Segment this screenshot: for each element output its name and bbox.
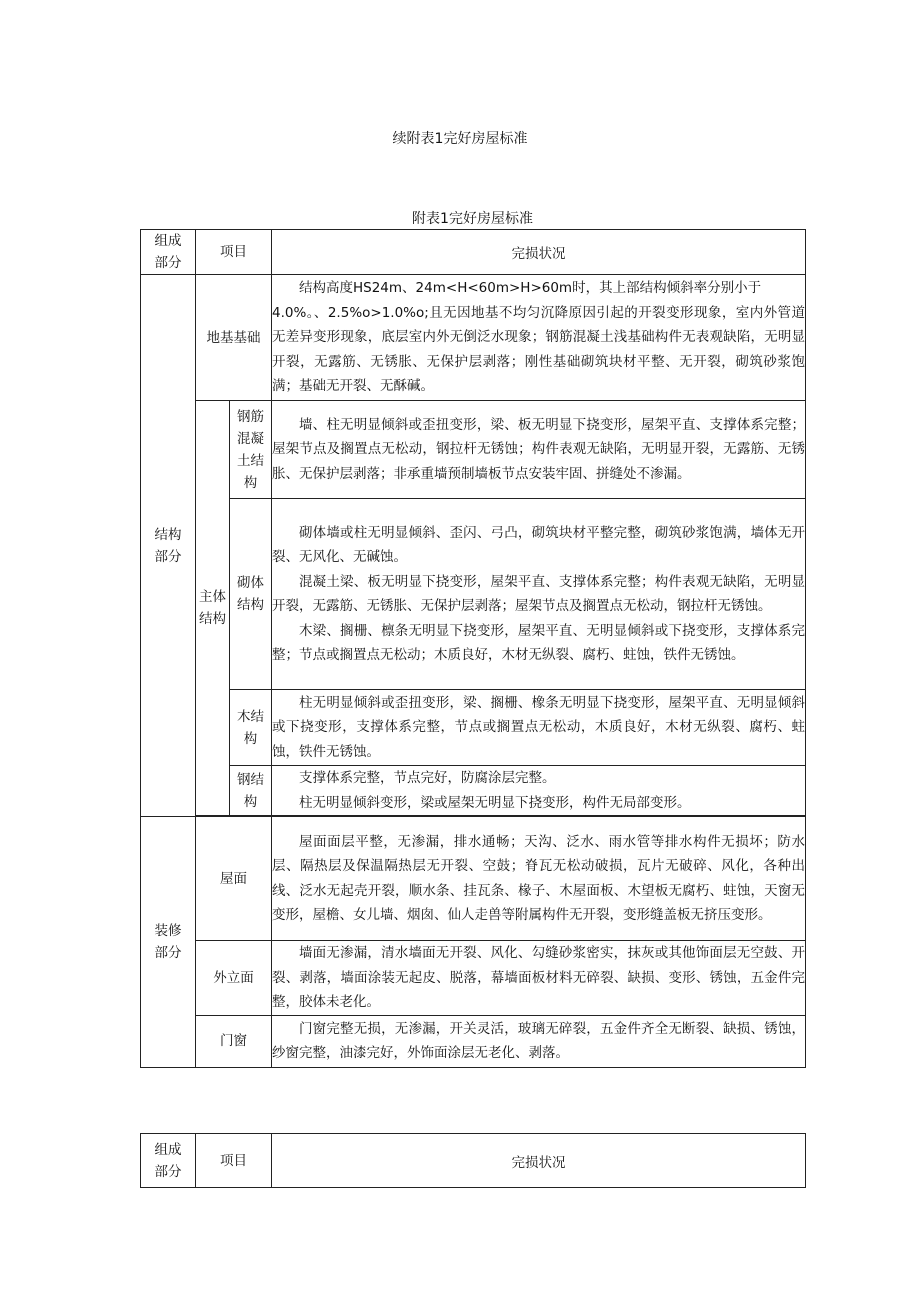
steel-label: 钢结 构 (230, 766, 272, 816)
masonry-text: 砌体墙或柱无明显倾斜、歪闪、弓凸，砌筑块材平整完整，砌筑砂浆饱满，墙体无开裂、无风化、无碱蚀。 混凝土梁、板无明显下挠变形，屋架平直、支撑体系完整；构件表观无缺陷，无明显开裂，无露筋、无锈胀、无保护层剥落；屋架节点及搁置点无松动，钢拉杆无锈蚀。 木梁、搁栅、檩条无明显下挠变形，屋架平直、无明显倾斜或下挠变形，支撑体系完整；节点或搁置点无松动；木质良好，木材无纵裂、腐朽、蛀蚀，铁件无锈蚀。 (272, 499, 806, 690)
table-row (141, 941, 806, 1016)
decoration-label: 装修 部分 (141, 817, 196, 1068)
continued-table (140, 1133, 806, 1188)
table-header-row (141, 1134, 806, 1188)
table-header-row (141, 230, 806, 275)
table-caption: 附表1完好房屋标准 (412, 211, 533, 227)
foundation-text: 结构高度HS24m、24m<H<60m>H>60m时，其上部结构倾斜率分别小于 4.0%。、2.5%o>1.0%o;且无因地基不均匀沉降原因引起的开裂变形现象，室内外管道无差异变形现象，底层室内外无倒泛水现象；钢筋混凝土浅基础构件无表观缺陷，无明显开裂，无露筋、无锈胀、无保护层剥落；刚性基础砌筑块材平整、无开裂，砌筑砂浆饱满；基础无开裂、无酥碱。 (272, 275, 806, 401)
foundation-label: 地基基础 (196, 275, 272, 401)
table-row (141, 499, 806, 690)
steel-text: 支撑体系完整，节点完好，防腐涂层完整。 柱无明显倾斜变形，梁或屋架无明显下挠变形，构件无局部变形。 (272, 766, 806, 816)
table-row (141, 1015, 806, 1067)
rc-structure-label: 钢筋 混凝 土结 构 (230, 401, 272, 499)
facade-label: 外立面 (196, 941, 272, 1016)
masonry-label: 砌体 结构 (230, 499, 272, 690)
header-item: 项目 (196, 1134, 272, 1188)
roof-label: 屋面 (196, 817, 272, 941)
table-row (141, 817, 806, 941)
standards-table (140, 229, 806, 1068)
timber-text: 柱无明显倾斜或歪扭变形，梁、搁栅、橡条无明显下挠变形，屋架平直、无明显倾斜或下挠变形，支撑体系完整，节点或搁置点无松动，木质良好，木材无纵裂、腐朽、蛀蚀，铁件无锈蚀。 (272, 690, 806, 766)
doors-label: 门窗 (196, 1015, 272, 1067)
main-structure-label: 主体 结构 (196, 401, 230, 816)
table-row (141, 275, 806, 401)
timber-label: 木结 构 (230, 690, 272, 766)
structural-label: 结构 部分 (141, 275, 196, 817)
header-component: 组成 部分 (141, 1134, 196, 1188)
header-component: 组成 部分 (141, 230, 196, 275)
page-title: 续附表1完好房屋标准 (392, 131, 528, 147)
header-condition: 完损状况 (272, 230, 806, 275)
header-condition: 完损状况 (272, 1134, 806, 1188)
table-row (141, 766, 806, 816)
table-row (141, 690, 806, 766)
header-item: 项目 (196, 230, 272, 275)
roof-text: 屋面面层平整，无渗漏，排水通畅；天沟、泛水、雨水管等排水构件无损坏；防水层、隔热层及保温隔热层无开裂、空鼓；脊瓦无松动破损，瓦片无破碎、风化，各种出线、泛水无起壳开裂，顺水条、挂瓦条、椽子、木屋面板、木望板无腐朽、蛀蚀，天窗无变形，屋檐、女儿墙、烟囱、仙人走兽等附属构件无开裂，变形缝盖板无挤压变形。 (272, 817, 806, 941)
facade-text: 墙面无渗漏，清水墙面无开裂、风化、勾缝砂浆密实，抹灰或其他饰面层无空鼓、开裂、剥落，墙面涂装无起皮、脱落，幕墙面板材料无碎裂、缺损、变形、锈蚀，五金件完整，胶体未老化。 (272, 941, 806, 1016)
doors-text: 门窗完整无损，无渗漏，开关灵活，玻璃无碎裂，五金件齐全无断裂、缺损、锈蚀，纱窗完整，油漆完好，外饰面涂层无老化、剥落。 (272, 1015, 806, 1067)
rc-structure-text: 墙、柱无明显倾斜或歪扭变形，梁、板无明显下挠变形，屋架平直、支撑体系完整；屋架节点及搁置点无松动，钢拉杆无锈蚀；构件表观无缺陷，无明显开裂，无露筋、无锈胀、无保护层剥落；非承重墙预制墙板节点安装牢固、拼缝处不渗漏。 (272, 401, 806, 499)
table-row (141, 401, 806, 499)
